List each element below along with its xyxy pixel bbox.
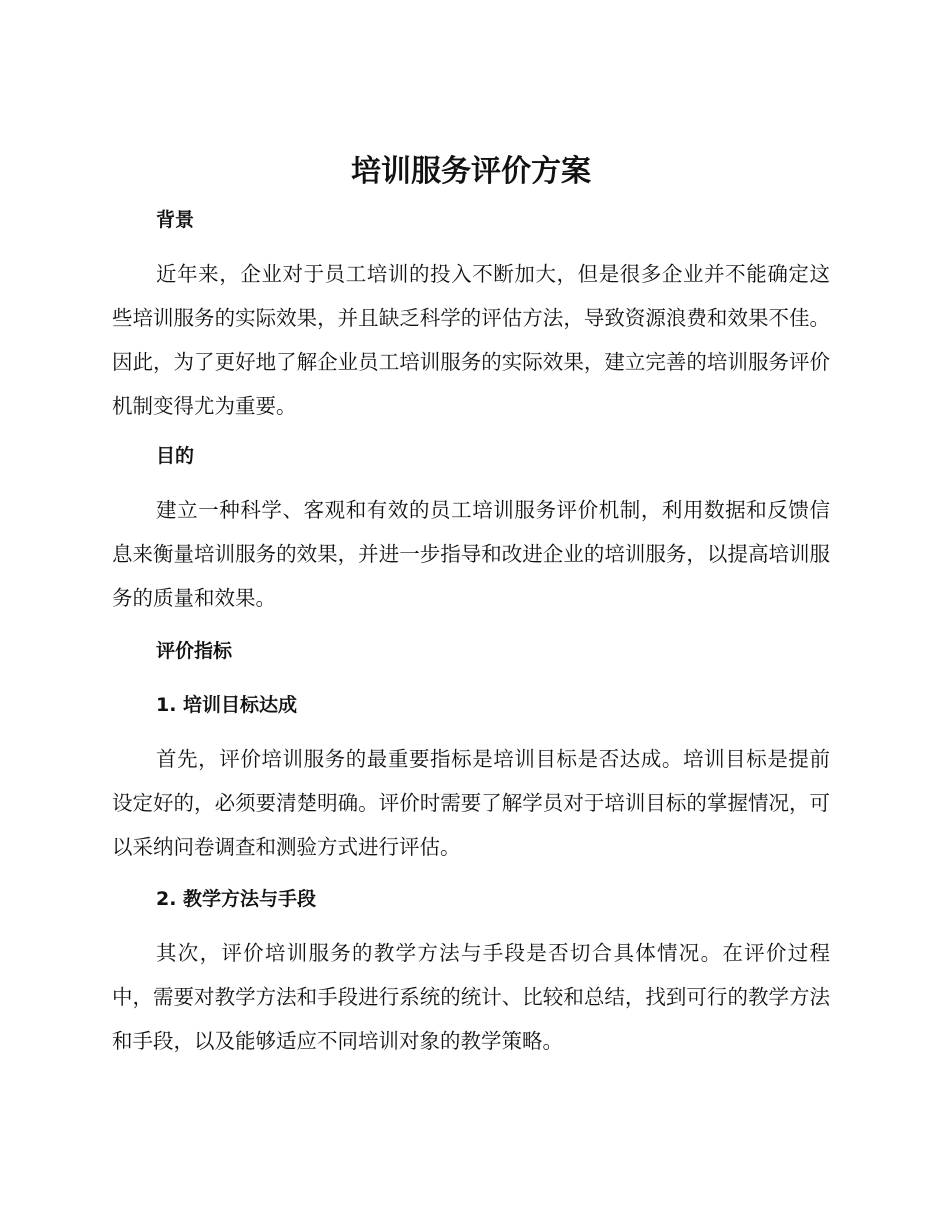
paragraph-background: 近年来，企业对于员工培训的投入不断加大，但是很多企业并不能确定这些培训服务的实际效果，并且缺乏科学的评估方法，导致资源浪费和效果不佳。因此，为了更好地了解企业员工培训服务的实际效果，建立完善的培训服务评价机制变得尤为重要。 <box>112 262 830 418</box>
section-heading-background: 背景 <box>156 209 195 231</box>
section-heading-indicator-1: 1. 培训目标达成 <box>156 694 298 716</box>
section-heading-indicator-2: 2. 教学方法与手段 <box>156 888 317 910</box>
section-heading-indicators: 评价指标 <box>156 640 233 662</box>
paragraph-indicator-1: 首先，评价培训服务的最重要指标是培训目标是否达成。培训目标是提前设定好的，必须要清楚明确。评价时需要了解学员对于培训目标的掌握情况，可以采纳问卷调查和测验方式进行评估。 <box>112 747 830 859</box>
document-title: 培训服务评价方案 <box>351 154 591 189</box>
paragraph-indicator-2: 其次，评价培训服务的教学方法与手段是否切合具体情况。在评价过程中，需要对教学方法和手段进行系统的统计、比较和总结，找到可行的教学方法和手段，以及能够适应不同培训对象的教学策略。 <box>112 941 830 1053</box>
section-heading-purpose: 目的 <box>156 445 195 467</box>
paragraph-purpose: 建立一种科学、客观和有效的员工培训服务评价机制，利用数据和反馈信息来衡量培训服务的效果，并进一步指导和改进企业的培训服务，以提高培训服务的质量和效果。 <box>112 498 830 610</box>
